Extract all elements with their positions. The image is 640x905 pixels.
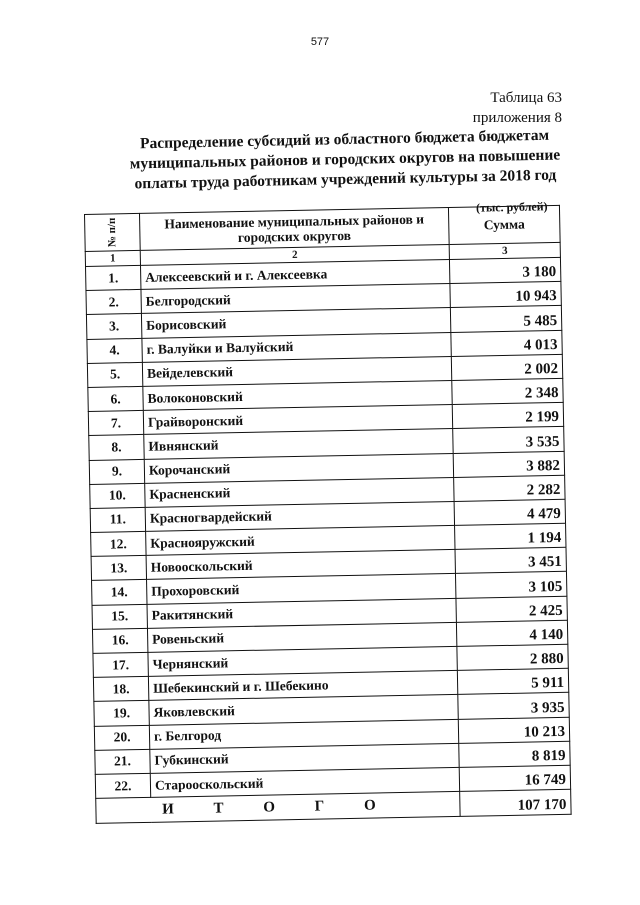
row-sum: 2 199 [452,402,563,428]
row-sum: 3 882 [453,451,564,477]
row-sum: 3 105 [455,572,566,598]
row-sum: 10 213 [458,717,569,743]
row-name: Губкинский [150,743,459,773]
row-name: Ивнянский [144,429,453,459]
total-sum: 107 170 [460,789,571,816]
units-label: (тыс. рублей) [476,199,549,215]
row-number: 15. [92,604,147,629]
page-number: 577 [310,36,330,48]
row-name: Старооскольский [150,767,459,797]
column-index: 1 [85,250,140,266]
row-name: г. Белгород [149,719,458,749]
row-sum: 3 451 [455,548,566,574]
row-number: 4. [87,338,142,363]
total-label: И Т О Г О [96,792,460,824]
header-number: № п/п [85,213,141,251]
row-number: 17. [93,652,148,677]
row-sum: 3 935 [458,693,569,719]
row-name: г. Валуйки и Валуйский [142,332,451,362]
row-name: Красногвардейский [145,501,454,531]
row-number: 13. [91,556,146,581]
row-name: Краснояружский [146,526,455,556]
header-name: Наименование муниципальных районов и городских округов [139,208,449,251]
row-name: Вейделевский [142,356,451,386]
subsidy-table [84,205,572,824]
table-caption-line1: Таблица 63 [490,90,562,106]
row-name: Красненский [145,477,454,507]
column-index: 2 [140,244,449,265]
row-number: 1. [86,265,141,290]
row-sum: 4 140 [456,620,567,646]
row-name: Алексеевский и г. Алексеевка [140,259,449,289]
row-name: Ракитянский [147,598,456,628]
table-caption-line2: приложения 8 [472,110,562,126]
row-sum: 3 180 [449,257,560,283]
row-number: 16. [92,628,147,653]
row-sum: 2 282 [454,475,565,501]
row-sum: 2 880 [457,644,568,670]
row-number: 20. [94,725,149,750]
row-name: Новооскольский [146,550,455,580]
row-number: 6. [88,386,143,411]
row-name: Белгородский [141,284,450,314]
row-number: 5. [87,362,142,387]
row-number: 10. [90,483,145,508]
row-sum: 3 535 [453,427,564,453]
row-sum: 5 911 [457,668,568,694]
row-sum: 8 819 [459,741,570,767]
row-number: 8. [89,435,144,460]
row-number: 21. [95,749,150,774]
row-sum: 4 479 [454,499,565,525]
row-number: 9. [89,459,144,484]
row-sum: 16 749 [459,765,570,791]
row-name: Яковлевский [149,695,458,725]
document-title: Распределение субсидий из областного бюджета бюджетам муниципальных районов и городских округов на повышение оплаты труда работникам учреждений культуры за 2018 год [129,126,561,193]
row-sum: 10 943 [450,282,561,308]
row-name: Шебекинский и г. Шебекино [148,671,457,701]
row-name: Чернянский [148,646,457,676]
row-name: Корочанский [144,453,453,483]
row-sum: 5 485 [450,306,561,332]
header-sum: Сумма [448,205,560,244]
row-name: Волоконовский [143,380,452,410]
row-sum: 1 194 [455,523,566,549]
row-name: Борисовский [141,308,450,338]
row-sum: 4 013 [451,330,562,356]
row-number: 3. [86,314,141,339]
row-number: 12. [91,531,146,556]
row-number: 18. [93,677,148,702]
column-index: 3 [449,242,560,259]
row-sum: 2 425 [456,596,567,622]
row-number: 14. [92,580,147,605]
row-name: Прохоровский [147,574,456,604]
row-number: 7. [88,411,143,436]
row-number: 22. [95,773,150,798]
row-name: Ровеньский [147,622,456,652]
row-number: 19. [94,701,149,726]
row-sum: 2 002 [451,354,562,380]
row-name: Грайворонский [143,405,452,435]
row-number: 2. [86,290,141,315]
row-number: 11. [90,507,145,532]
row-sum: 2 348 [452,378,563,404]
